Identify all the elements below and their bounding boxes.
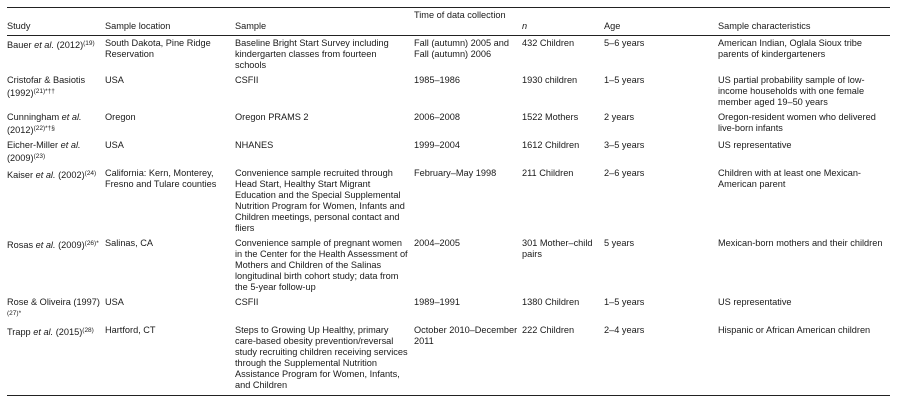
study-footnote-marks: *†† <box>45 88 55 95</box>
study-cell <box>7 323 105 396</box>
study-reference: (27) <box>7 310 19 317</box>
characteristics-cell: Oregon-resident women who delivered live-born infants <box>718 112 876 133</box>
studies-table <box>7 7 890 396</box>
time-cell: 1989–1991 <box>414 297 460 307</box>
study-year: (2002) <box>55 170 85 180</box>
n-cell: 301 Mother–child pairs <box>522 238 593 259</box>
location-cell: USA <box>105 297 124 307</box>
study-author: Rosas <box>7 240 34 250</box>
age-cell: 2–6 years <box>604 168 645 178</box>
study-cell <box>7 110 105 138</box>
study-cell <box>7 295 105 323</box>
n-cell: 1612 Children <box>522 140 580 150</box>
characteristics-cell: American Indian, Oglala Sioux tribe parents of kindergarteners <box>718 38 863 59</box>
characteristics-cell: US partial probability sample of low-income households with one female member aged 19–50 years <box>718 75 865 107</box>
study-etal: et al. <box>59 112 82 122</box>
study-reference: (21) <box>33 88 46 95</box>
age-cell: 5–6 years <box>604 38 645 48</box>
study-author: Bauer <box>7 40 32 50</box>
location-cell: USA <box>105 75 124 85</box>
study-etal: et al. <box>33 170 56 180</box>
study-author: Kaiser <box>7 170 34 180</box>
study-author: Eicher-Miller <box>7 140 59 150</box>
n-cell: 432 Children <box>522 38 575 48</box>
table-row <box>7 236 890 295</box>
characteristics-cell: Children with at least one Mexican-American parent <box>718 168 861 189</box>
study-cell <box>7 166 105 236</box>
characteristics-cell: US representative <box>718 140 792 150</box>
n-cell: 222 Children <box>522 325 575 335</box>
study-reference: (24) <box>84 170 97 177</box>
time-cell: Fall (autumn) 2005 and Fall (autumn) 2006 <box>414 38 509 59</box>
age-cell: 1–5 years <box>604 297 645 307</box>
study-footnote-marks: *†§ <box>45 125 55 132</box>
location-cell: Salinas, CA <box>105 238 154 248</box>
study-year: (2009) <box>7 153 34 163</box>
age-cell: 2 years <box>604 112 635 122</box>
study-cell <box>7 36 105 74</box>
sample-cell: Convenience sample of pregnant women in the Center for the Health Assessment of Mothers and Children of the Salinas longitudinal birth cohort study; data from the 5-year follow-up <box>235 238 408 292</box>
location-cell: South Dakota, Pine Ridge Reservation <box>105 38 211 59</box>
study-reference: (28) <box>82 327 94 334</box>
n-cell: 1930 children <box>522 75 578 85</box>
location-cell: Hartford, CT <box>105 325 156 335</box>
study-year: (2015) <box>53 327 83 337</box>
study-year: (2012) <box>7 125 34 135</box>
study-etal: et al. <box>30 327 54 337</box>
age-cell: 5 years <box>604 238 635 248</box>
table-row <box>7 36 890 74</box>
study-author: Trapp <box>7 327 31 337</box>
characteristics-cell: US representative <box>718 297 792 307</box>
n-cell: 211 Children <box>522 168 574 178</box>
header-location: Sample location <box>105 21 171 31</box>
table-row <box>7 295 890 323</box>
time-cell: October 2010–December 2011 <box>414 325 518 346</box>
study-footnote-marks: * <box>96 240 99 247</box>
study-year: (2012) <box>54 40 84 50</box>
header-study: Study <box>7 21 31 31</box>
study-author: Cunningham <box>7 112 60 122</box>
study-author: Cristofar & Basiotis <box>7 75 86 85</box>
characteristics-cell: Hispanic or African American children <box>718 325 871 335</box>
location-cell: California: Kern, Monterey, Fresno and Tulare counties <box>105 168 217 189</box>
table-row <box>7 138 890 166</box>
time-cell: 1999–2004 <box>414 140 460 150</box>
sample-cell: CSFII <box>235 75 259 85</box>
sample-cell: Convenience sample recruited through Head Start, Healthy Start Migrant Education and the Special Supplemental Nutrition Program for Women, Infants and Children meetings, personal contact and fliers <box>235 168 405 233</box>
study-reference: (26) <box>84 240 97 247</box>
n-cell: 1522 Mothers <box>522 112 579 122</box>
header-time: Time of data collection <box>414 10 506 20</box>
table-body <box>7 36 890 396</box>
study-year: (1992) <box>7 88 34 98</box>
header-n: n <box>522 21 528 31</box>
age-cell: 2–4 years <box>604 325 645 335</box>
study-reference: (22) <box>33 125 46 132</box>
time-cell: 2006–2008 <box>414 112 460 122</box>
time-cell: 2004–2005 <box>414 238 460 248</box>
header-age: Age <box>604 21 621 31</box>
study-cell <box>7 236 105 295</box>
study-etal: et al. <box>33 240 56 250</box>
study-year: (2009) <box>55 240 85 250</box>
sample-cell: CSFII <box>235 297 259 307</box>
table-row <box>7 73 890 110</box>
table-row <box>7 166 890 236</box>
sample-cell: Steps to Growing Up Healthy, primary care-based obesity prevention/reversal study recruiting children receiving services through the Supplemental Nutrition Assistance Program for Women, Infants, and Children <box>235 325 408 390</box>
study-cell <box>7 138 105 166</box>
study-etal: et al. <box>31 40 55 50</box>
header-characteristics: Sample characteristics <box>718 21 811 31</box>
n-cell: 1380 Children <box>522 297 580 307</box>
study-footnote-marks: * <box>18 310 22 317</box>
study-year: (1997) <box>70 297 100 307</box>
study-cell <box>7 73 105 110</box>
header-sample: Sample <box>235 21 267 31</box>
sample-cell: Oregon PRAMS 2 <box>235 112 309 122</box>
study-author: Rose & Oliveira <box>7 297 71 307</box>
table-header <box>7 8 890 36</box>
study-reference: (19) <box>83 40 95 47</box>
location-cell: Oregon <box>105 112 136 122</box>
age-cell: 1–5 years <box>604 75 645 85</box>
sample-cell: Baseline Bright Start Survey including kindergarten classes from fourteen schools <box>235 38 389 70</box>
study-reference: (23) <box>33 153 46 160</box>
sample-cell: NHANES <box>235 140 274 150</box>
time-cell: 1985–1986 <box>414 75 460 85</box>
age-cell: 3–5 years <box>604 140 645 150</box>
table-row <box>7 110 890 138</box>
header-row <box>7 8 890 36</box>
location-cell: USA <box>105 140 124 150</box>
characteristics-cell: Mexican-born mothers and their children <box>718 238 883 248</box>
study-etal: et al. <box>58 140 81 150</box>
table-row <box>7 323 890 396</box>
time-cell: February–May 1998 <box>414 168 497 178</box>
